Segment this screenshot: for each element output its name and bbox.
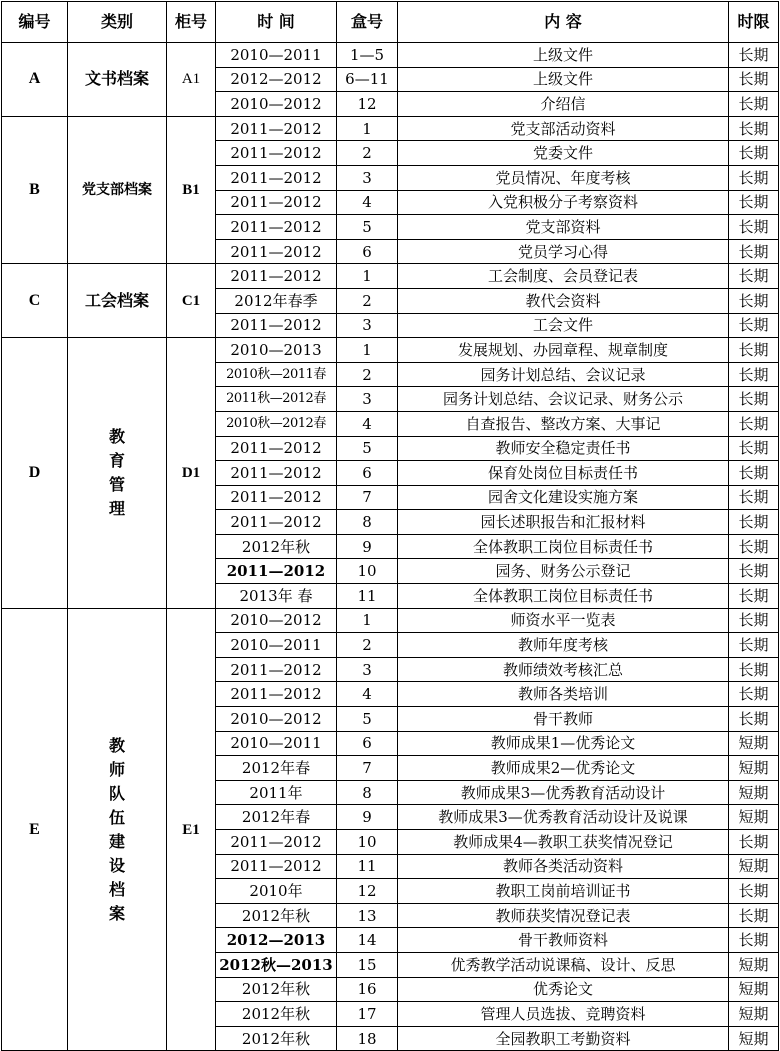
row-time: 2013年 春 [216,584,337,609]
row-period: 长期 [729,485,779,510]
row-box-number: 2 [337,288,398,313]
row-box-number: 5 [337,215,398,240]
row-time: 2010年 [216,879,337,904]
row-time: 2011—2012 [216,510,337,535]
row-time: 2011—2012 [216,461,337,486]
row-time: 2011—2012 [216,830,337,855]
group-category: 文书档案 [68,43,167,117]
row-content: 保育处岗位目标责任书 [398,461,729,486]
row-box-number: 6 [337,731,398,756]
row-box-number: 12 [337,92,398,117]
group-code: E [2,608,68,1051]
row-period: 长期 [729,215,779,240]
row-period: 长期 [729,239,779,264]
row-time: 2012年春季 [216,288,337,313]
row-box-number: 7 [337,485,398,510]
row-time: 2011—2012 [216,141,337,166]
group-category-vertical-text: 教师队伍建设档案 [108,735,125,923]
row-time: 2010—2013 [216,338,337,363]
row-box-number: 10 [337,830,398,855]
row-content: 师资水平一览表 [398,608,729,633]
row-content: 党支部活动资料 [398,116,729,141]
row-box-number: 6 [337,239,398,264]
row-box-number: 3 [337,313,398,338]
row-period: 长期 [729,879,779,904]
row-box-number: 5 [337,436,398,461]
row-content: 园长述职报告和汇报材料 [398,510,729,535]
row-content: 全体教职工岗位目标责任书 [398,534,729,559]
row-content: 党支部资料 [398,215,729,240]
row-period: 长期 [729,657,779,682]
group-category-vertical-text: 教育管理 [108,426,125,518]
group-cabinet: B1 [167,116,216,264]
row-time: 2010秋—2011春 [216,362,337,387]
row-box-number: 3 [337,165,398,190]
row-box-number: 1 [337,608,398,633]
group-code: B [2,116,68,264]
row-period: 短期 [729,977,779,1002]
row-content: 工会制度、会员登记表 [398,264,729,289]
row-content: 入党积极分子考察资料 [398,190,729,215]
row-content: 教师成果4—教职工获奖情况登记 [398,830,729,855]
group-code: A [2,43,68,117]
group-category: 党支部档案 [68,116,167,264]
row-period: 长期 [729,92,779,117]
group-cabinet: C1 [167,264,216,338]
row-time: 2010—2012 [216,608,337,633]
row-period: 长期 [729,264,779,289]
header-period: 时限 [729,2,779,43]
row-time: 2011—2012 [216,436,337,461]
row-period: 长期 [729,461,779,486]
row-content: 教师各类活动资料 [398,854,729,879]
row-period: 长期 [729,67,779,92]
row-box-number: 18 [337,1026,398,1051]
row-period: 长期 [729,510,779,535]
row-period: 长期 [729,141,779,166]
row-content: 党员学习心得 [398,239,729,264]
row-period: 长期 [729,387,779,412]
row-content: 教职工岗前培训证书 [398,879,729,904]
group-code: C [2,264,68,338]
row-box-number: 4 [337,411,398,436]
row-content: 骨干教师资料 [398,928,729,953]
row-period: 长期 [729,190,779,215]
row-content: 管理人员选拔、竞聘资料 [398,1002,729,1027]
row-period: 长期 [729,165,779,190]
row-period: 长期 [729,633,779,658]
row-period: 长期 [729,436,779,461]
row-time: 2011—2012 [216,485,337,510]
row-box-number: 1—5 [337,43,398,68]
row-time: 2010—2011 [216,43,337,68]
row-time: 2010—2011 [216,633,337,658]
table-row [2,338,779,363]
row-box-number: 2 [337,633,398,658]
row-content: 上级文件 [398,43,729,68]
row-period: 长期 [729,903,779,928]
row-box-number: 14 [337,928,398,953]
table-row [2,116,779,141]
row-time: 2010秋—2012春 [216,411,337,436]
row-period: 短期 [729,731,779,756]
row-period: 长期 [729,534,779,559]
row-time: 2011—2012 [216,190,337,215]
row-period: 长期 [729,43,779,68]
row-content: 教师成果2—优秀论文 [398,756,729,781]
row-box-number: 11 [337,854,398,879]
group-category: 工会档案 [68,264,167,338]
row-content: 党员情况、年度考核 [398,165,729,190]
group-cabinet: A1 [167,43,216,117]
row-content: 骨干教师 [398,707,729,732]
row-content: 优秀教学活动说课稿、设计、反思 [398,952,729,977]
row-content: 发展规划、办园章程、规章制度 [398,338,729,363]
row-time: 2012—2013 [216,928,337,953]
row-box-number: 6 [337,461,398,486]
row-box-number: 15 [337,952,398,977]
row-box-number: 2 [337,362,398,387]
row-period: 长期 [729,116,779,141]
row-period: 短期 [729,1026,779,1051]
row-content: 教师获奖情况登记表 [398,903,729,928]
row-content: 教师年度考核 [398,633,729,658]
row-period: 长期 [729,362,779,387]
row-period: 长期 [729,928,779,953]
row-time: 2011—2012 [216,215,337,240]
row-content: 党委文件 [398,141,729,166]
row-content: 教师成果3—优秀教育活动设计及说课 [398,805,729,830]
header-row [2,2,779,43]
row-box-number: 17 [337,1002,398,1027]
header-content: 内 容 [398,2,729,43]
row-period: 短期 [729,952,779,977]
table-row [2,264,779,289]
row-period: 长期 [729,707,779,732]
row-box-number: 9 [337,805,398,830]
row-box-number: 11 [337,584,398,609]
row-time: 2011—2012 [216,313,337,338]
row-time: 2011—2012 [216,854,337,879]
row-content: 全体教职工岗位目标责任书 [398,584,729,609]
table-row [2,43,779,68]
row-box-number: 9 [337,534,398,559]
row-content: 介绍信 [398,92,729,117]
header-box: 盒号 [337,2,398,43]
row-time: 2012—2012 [216,67,337,92]
row-period: 长期 [729,830,779,855]
row-time: 2012年春 [216,756,337,781]
row-period: 短期 [729,780,779,805]
row-time: 2012秋—2013 [216,952,337,977]
row-period: 长期 [729,584,779,609]
row-time: 2012年秋 [216,534,337,559]
row-content: 园舍文化建设实施方案 [398,485,729,510]
row-box-number: 1 [337,264,398,289]
row-box-number: 5 [337,707,398,732]
header-code: 编号 [2,2,68,43]
header-category: 类别 [68,2,167,43]
row-content: 自查报告、整改方案、大事记 [398,411,729,436]
row-box-number: 4 [337,682,398,707]
row-period: 短期 [729,805,779,830]
row-box-number: 2 [337,141,398,166]
group-category [68,338,167,609]
row-period: 短期 [729,854,779,879]
row-box-number: 12 [337,879,398,904]
row-content: 园务计划总结、会议记录、财务公示 [398,387,729,412]
row-period: 短期 [729,756,779,781]
row-time: 2011—2012 [216,239,337,264]
row-box-number: 1 [337,338,398,363]
row-time: 2012年秋 [216,977,337,1002]
row-content: 全园教职工考勤资料 [398,1026,729,1051]
group-cabinet: D1 [167,338,216,609]
row-period: 长期 [729,682,779,707]
row-period: 长期 [729,559,779,584]
row-box-number: 8 [337,780,398,805]
row-box-number: 10 [337,559,398,584]
row-time: 2011—2012 [216,264,337,289]
row-period: 长期 [729,608,779,633]
row-time: 2011—2012 [216,165,337,190]
group-code: D [2,338,68,609]
row-box-number: 4 [337,190,398,215]
row-content: 教师成果1—优秀论文 [398,731,729,756]
row-time: 2012年春 [216,805,337,830]
row-content: 优秀论文 [398,977,729,1002]
row-time: 2010—2011 [216,731,337,756]
row-period: 长期 [729,338,779,363]
row-time: 2010—2012 [216,707,337,732]
row-box-number: 16 [337,977,398,1002]
row-time: 2010—2012 [216,92,337,117]
row-content: 教师绩效考核汇总 [398,657,729,682]
row-time: 2011—2012 [216,657,337,682]
archive-catalog-table [1,1,779,1051]
row-time: 2012年秋 [216,1002,337,1027]
header-time: 时 间 [216,2,337,43]
table-body [2,43,779,1051]
row-box-number: 13 [337,903,398,928]
row-time: 2011秋—2012春 [216,387,337,412]
row-period: 短期 [729,1002,779,1027]
row-period: 长期 [729,313,779,338]
row-box-number: 6—11 [337,67,398,92]
header-cabinet: 柜号 [167,2,216,43]
row-content: 教师各类培训 [398,682,729,707]
group-category [68,608,167,1051]
row-time: 2012年秋 [216,903,337,928]
row-content: 教师安全稳定责任书 [398,436,729,461]
row-content: 园务、财务公示登记 [398,559,729,584]
row-box-number: 3 [337,657,398,682]
row-time: 2012年秋 [216,1026,337,1051]
row-time: 2011—2012 [216,116,337,141]
row-box-number: 3 [337,387,398,412]
row-period: 长期 [729,288,779,313]
row-content: 教代会资料 [398,288,729,313]
group-cabinet: E1 [167,608,216,1051]
row-box-number: 7 [337,756,398,781]
row-time: 2011—2012 [216,559,337,584]
row-time: 2011—2012 [216,682,337,707]
row-box-number: 8 [337,510,398,535]
row-content: 教师成果3—优秀教育活动设计 [398,780,729,805]
row-content: 园务计划总结、会议记录 [398,362,729,387]
row-box-number: 1 [337,116,398,141]
table-row [2,608,779,633]
row-time: 2011年 [216,780,337,805]
row-content: 上级文件 [398,67,729,92]
row-content: 工会文件 [398,313,729,338]
row-period: 长期 [729,411,779,436]
